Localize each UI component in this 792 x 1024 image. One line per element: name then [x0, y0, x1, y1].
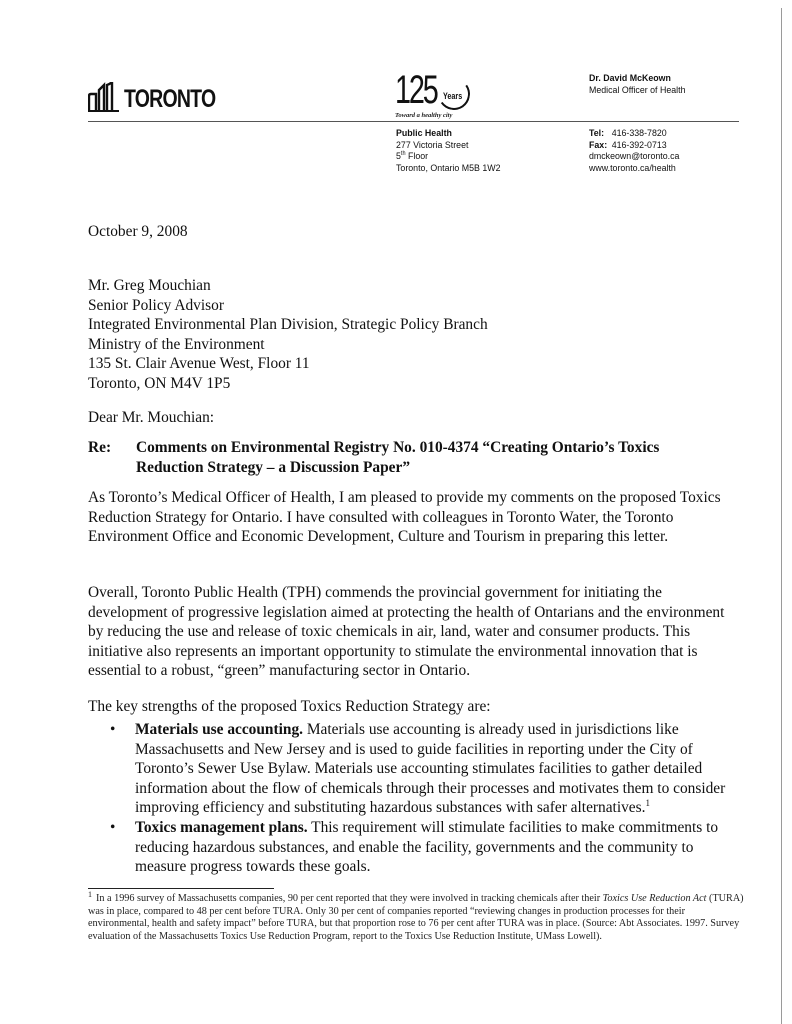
footnote-text-start: In a 1996 survey of Massachusetts companies, 90 per cent reported that they were involved in tracking chemicals after their [96, 893, 603, 904]
footnote-text-end: (TURA) was in place, compared to 48 per cent before TURA. Only 30 per cent of companies reported “reviewing changes in production processes for their environmental, health and safety impact” before TURA, but that proportion rose to 76 per cent after TURA was in place. (Source: Abt Associates. 1997. Survey evaluation of the Massachusetts Toxics Use Reduction Program, report to the Toxics Use Reduction Institute, UMass Lowell). [88, 893, 744, 942]
recipient-division: Integrated Environmental Plan Division, Strategic Policy Branch [88, 316, 488, 334]
contact-fax [589, 140, 679, 152]
anniversary-number: 125 [395, 68, 437, 112]
paragraph-overall: Overall, Toronto Public Health (TPH) commends the provincial government for initiating the development of progressive legislation aimed at protecting the health of Ontarians and the environment by reducing the use and release of toxic chemicals in air, land, water and consumer products. This initiative also represents an important opportunity to stimulate the environmental innovation that is essential to a robust, “green” manufacturing sector in Ontario. [88, 584, 725, 680]
strengths-list [110, 720, 742, 877]
footnote [88, 889, 748, 943]
contact-website[interactable]: www.toronto.ca/health [589, 162, 676, 174]
footnote-reference[interactable]: 1 [645, 798, 650, 809]
re-text: Comments on Environmental Registry No. 010-4374 “Creating Ontario’s Toxics Reduction Strategy – a Discussion Paper” [136, 439, 660, 476]
department-city: Toronto, Ontario M5B 1W2 [396, 162, 501, 174]
salutation: Dear Mr. Mouchian: [88, 409, 215, 426]
officer-name: Dr. David McKeown [589, 73, 671, 84]
bullet-text: Materials use accounting is already used in jurisdictions like Massachusetts and New Jersey and is used to guide facilities in reporting under the City of Toronto’s Sewer Use Bylaw. Materials use accounting stimulates facilities to gather detailed information about the flow of chemicals through their processes and motivates them to consider improving efficiency and substituting hazardous substances with safer alternatives. [135, 721, 726, 817]
list-item [110, 720, 742, 818]
bullet-text: This requirement will stimulate facilities to make commitments to reducing hazardous substances, and enable the facility, governments and the community to measure progress towards these goals. [135, 818, 719, 876]
floor-suffix: th [400, 151, 406, 157]
recipient-street: 135 St. Clair Avenue West, Floor 11 [88, 355, 310, 373]
bullet-title: Toxics management plans. [135, 818, 308, 836]
contact-tel [589, 128, 679, 140]
toronto-wordmark: TORONTO [124, 85, 216, 113]
recipient-address [88, 276, 488, 394]
bullet-title: Materials use accounting. [135, 721, 303, 738]
tel-number: 416-338-7820 [611, 128, 667, 139]
recipient-ministry: Ministry of the Environment [88, 335, 265, 353]
paragraph-strengths-lead: The key strengths of the proposed Toxics Reduction Strategy are: [88, 698, 491, 715]
subject-line [88, 438, 728, 477]
anniversary-unit: Years [443, 91, 463, 101]
recipient-title: Senior Policy Advisor [88, 296, 224, 314]
officer-title: Medical Officer of Health [589, 84, 686, 96]
floor-word: Floor [407, 151, 429, 163]
department-street: 277 Victoria Street [396, 139, 469, 151]
anniversary-mark [395, 68, 505, 119]
list-item [110, 818, 742, 877]
paragraph-intro: As Toronto’s Medical Officer of Health, I am pleased to provide my comments on the proposed Toxics Reduction Strategy for Ontario. I have consulted with colleagues in Toronto Water, the Toronto Environment Office and Economic Development, Culture and Tourism in preparing this letter. [88, 489, 721, 546]
contact-block [589, 128, 679, 174]
department-address [396, 128, 500, 174]
toronto-logo [88, 82, 241, 112]
bullet-icon: • [110, 721, 116, 738]
footnote-act-title: Toxics Use Reduction Act [602, 893, 707, 904]
letterhead-divider [88, 121, 739, 122]
footnote-number: 1 [88, 889, 92, 899]
tel-label: Tel: [589, 128, 605, 139]
re-label: Re: [88, 439, 112, 456]
footnote-separator [88, 888, 274, 889]
letter-date: October 9, 2008 [88, 223, 188, 240]
bullet-icon: • [110, 818, 116, 836]
scan-edge-line [781, 8, 782, 1024]
recipient-name: Mr. Greg Mouchian [88, 277, 211, 294]
anniversary-tagline: Toward a healthy city [395, 112, 453, 119]
recipient-city: Toronto, ON M4V 1P5 [88, 374, 231, 392]
city-hall-icon [88, 82, 120, 112]
floor-number: 5 [396, 151, 401, 163]
department-name: Public Health [396, 128, 452, 139]
officer-block [589, 73, 685, 96]
department-floor [396, 151, 500, 163]
contact-email[interactable]: dmckeown@toronto.ca [589, 151, 680, 163]
fax-label: Fax: [589, 139, 608, 151]
fax-number: 416-392-0713 [611, 139, 667, 151]
